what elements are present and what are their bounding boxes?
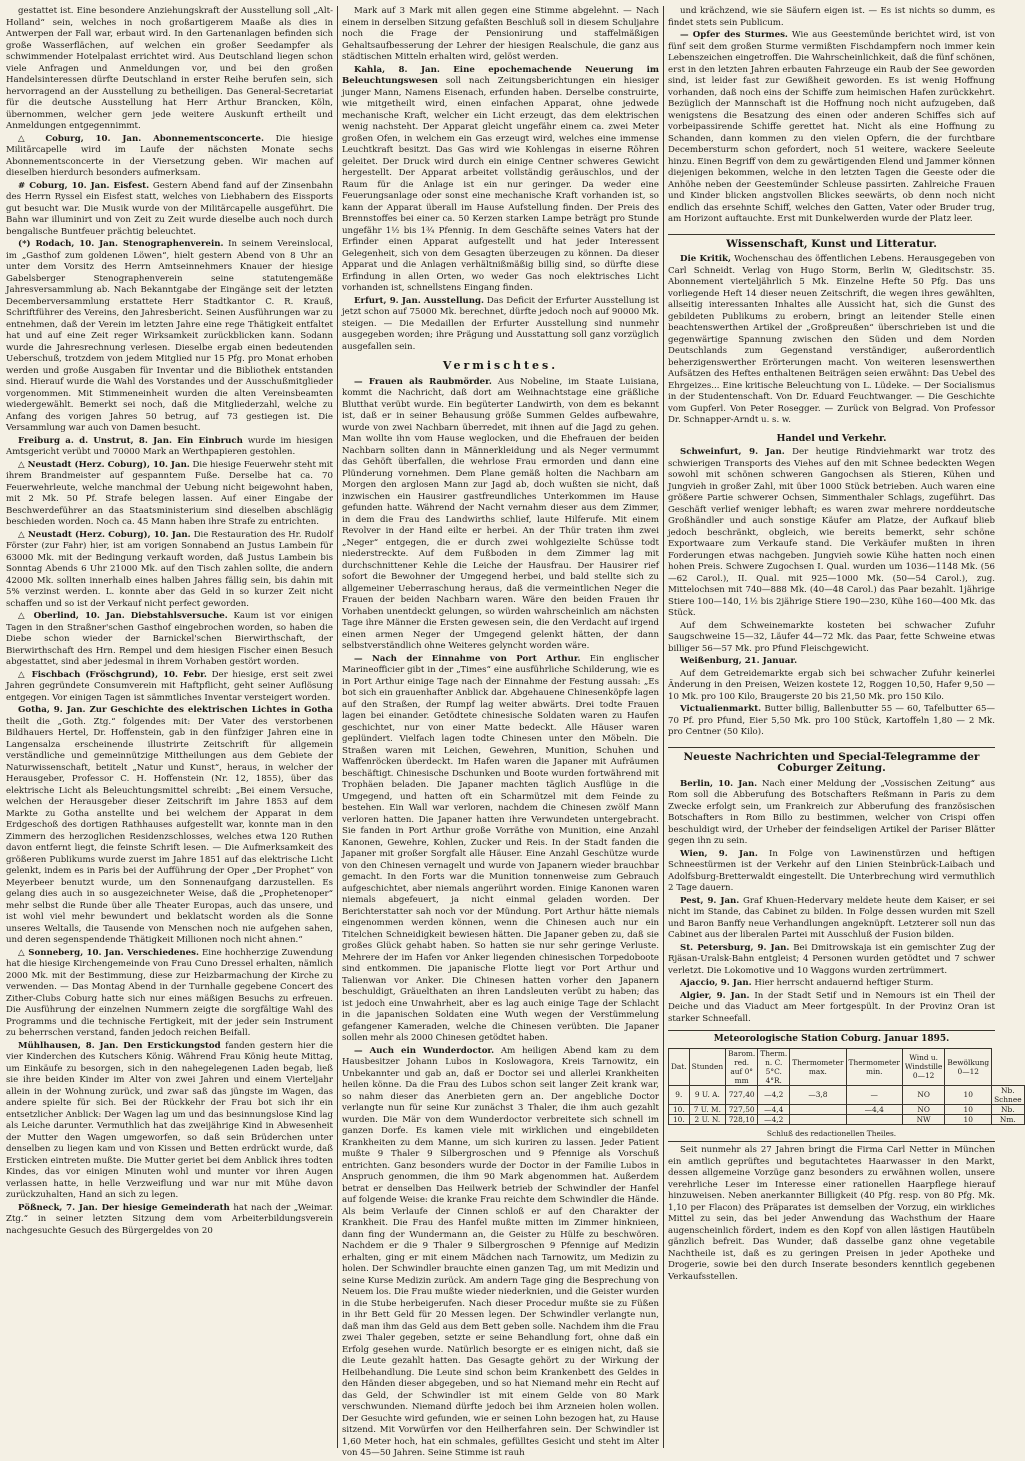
article-paragraph bbox=[342, 1046, 659, 1461]
weather-cell: —4,2 bbox=[758, 1085, 790, 1104]
weather-cell bbox=[790, 1114, 846, 1124]
article-text: In seinem Vereinslocal, im „Gasthof zum goldenen Löwen“, hielt gestern Abend von 8 Uhr an unter dem Vorsitz des Herrn Amtseinnehmers Knauer der hiesige Gabelsberger Stenographenverein seine statutengemäße Jahresversammlung ab. Nach Bekanntgabe der Eingänge seit der letzten Decemberversammlung erstattete Herr Stadtkantor C. R. Krauß, Schriftführer des Vereins, den Jahresbericht. Seinen Ausführungen war zu entnehmen, daß der Verein im letzten Jahre eine rege Thätigkeit entfaltet hat und auf eine Zeit reger Wirksamkeit zurückblicken kann. Sodann wurde die Jahresrechnung verlesen. Dieselbe ergab einen bedeutenden Ueberschuß, trotzdem von jedem Mitglied nur 15 Pfg. pro Monat erhoben werden und große Ausgaben für Inventar und die Bibliothek entstanden sind. Hierauf wurde die Wahl des Vorstandes und der Ausschußmitglieder vorgenommen. Mit Stimmeneinheit wurden die alten Vereinsbeamten wiedergewählt. Bemerkt sei noch, daß die Mitgliederzahl, welche zu Anfang des vorigen Jahres 50 betrug, auf 73 gestiegen ist. Die Versammlung war auch von Damen besucht. bbox=[6, 239, 333, 433]
article-paragraph bbox=[6, 948, 333, 1041]
article-text: und krächzend, wie sie Säufern eigen ist. — Es ist nichts so dumm, es findet stets sein Publicum. bbox=[668, 6, 995, 28]
article-text: Nach einer Meldung der „Vossischen Zeitung“ aus Rom soll die Abberufung des Botschafters Reßmann in Paris zu dem Zwecke erfolgt sein, um Frankreich zur Abberufung des französischen Botschafters in Rom Billo zu bestimmen, welcher von Crispi offen beschuldigt wird, der Urheber der feindseligen Artikel der Pariser Blätter gegen ihn zu sein. bbox=[668, 778, 995, 846]
weather-cell: Nb. Schnee bbox=[992, 1085, 1024, 1104]
editorial-end-note: Schluß des redactionellen Theiles. bbox=[668, 1128, 995, 1143]
article-text: Auf dem Getreidemarkte ergab sich bei schwacher Zufuhr keinerlei Änderung in den Preisen, Weizen kostete 12, Roggen 10,50, Hafer 9,50 — 10 Mk. pro 100 Kilo, Braugerste 20 bis 21,50 Mk. pro 150 Kilo. bbox=[668, 668, 995, 702]
article-paragraph bbox=[6, 460, 333, 530]
article-headline: Erfurt, 9. Jan. Ausstellung. bbox=[354, 295, 484, 306]
article-paragraph bbox=[6, 6, 333, 134]
weather-cell: —4,4 bbox=[758, 1104, 790, 1114]
article-headline: △ Sonneberg, 10. Jan. Verschiedenes. bbox=[18, 947, 199, 958]
article-paragraph bbox=[6, 239, 333, 436]
weather-cell bbox=[846, 1114, 902, 1124]
weather-cell: Nm. bbox=[992, 1114, 1024, 1124]
article-paragraph bbox=[6, 611, 333, 670]
weather-cell: NW bbox=[902, 1114, 945, 1124]
column-divider bbox=[337, 6, 338, 1448]
section-heading: Vermischtes. bbox=[442, 359, 559, 372]
weather-header-cell: Thermometer min. bbox=[846, 1048, 902, 1085]
article-text: In der Stadt Setif und in Nemours ist ein Theil der Deiche und das Viaduct am Meer fortgespült. In der Provinz Oran ist starker Schneefall. bbox=[668, 990, 996, 1024]
article-headline: △ Fischbach (Fröschgrund), 10. Febr. bbox=[18, 669, 207, 680]
article-paragraph bbox=[342, 377, 659, 654]
weather-row bbox=[669, 1114, 1025, 1124]
article-headline: Weißenburg, 21. Januar. bbox=[680, 656, 798, 666]
weather-title: Meteorologische Station Coburg. Januar 1895. bbox=[668, 1030, 995, 1046]
article-headline: Victualienmarkt. bbox=[680, 704, 762, 714]
article-headline: — Frauen als Raubmörder. bbox=[354, 376, 492, 387]
article-text: Wochenschau des öffentlichen Lebens. Herausgegeben von Carl Schneidt. Verlag von Hugo Storm, Berlin W, Gleditschstr. 35. Abonnement vierteljährlich 5 Mk. Einzelne Hefte 50 Pfg. Das uns vorliegende Heft 14 dieser neuen Zeitschrift, die wegen ihres gewählten, allseitig interessanten Inhaltes alle Aussicht hat, sich die Gunst des gebildeten Publikums zu erobern, bringt an leitender Stelle einen beachtenswerthen Artikel der „Großpreußen“ überschrieben ist und die gegenwärtige Spannung zwischen den Süden und dem Norden Deutschlands zum Gegenstand verständiger, außerordentlich beherzigenswerther Erörterungen macht. Von weiteren lesenswerthen Aufsätzen des Heftes enthaltenen Beiträgen seien erwähnt: Das Uebel des Ehrgeizes... Eine kritische Beleuchtung von L. Lüdeke. — Der Socialismus in der Studentenschaft. Von Dr. Eduard Feuchtwanger. — Die Geschichte vom Gupferl. Von Peter Rosegger. — Zurück von Belgrad. Von Professor Dr. Schnapper-Arndt u. s. w. bbox=[668, 254, 996, 425]
article-text: gestattet ist. Eine besondere Anziehungskraft der Ausstellung soll „Alt-Holland“ sein, welches in noch großartigerem Maaße als dies in Antwerpen der Fall war, erbaut wird. In den Gartenanlagen befinden sich große Wasserflächen, auf welchen ein großer Seedampfer als schwimmender Hotelpalast errichtet wird. Aus Deutschland liegen schon viele Anfragen und Anmeldungen vor, und bei den großen Handelsinteressen dürfte Deutschland in erster Reihe berufen sein, sich hervorragend an der Ausstellung zu betheiligen. Das General-Secretariat für die deutsche Ausstellung hat Herr Arthur Brancken, Köln, übernommen, welcher gern jede weitere Auskunft ertheilt und Anmeldungen entgegennimmt. bbox=[6, 6, 333, 131]
article-text: Bei Dmitrowskaja ist ein gemischter Zug der Rjäsan-Uralsk-Bahn entgleist; 4 Personen wurden getödtet und 7 schwer verletzt. Die Lokomotive und 10 Waggons wurden zertrümmert. bbox=[668, 942, 995, 976]
article-headline: △ Oberlind, 10. Jan. Diebstahlsversuche. bbox=[18, 611, 228, 621]
article-text: Mark auf 3 Mark mit allen gegen eine Stimme abgelehnt. — Nach einem in derselben Sitzung gefaßten Beschluß soll in diesem Schuljahre noch die Frage der Pensionirung und staffelmäßigen Gehaltsaufbesserung der Lehrer der hiesigen Realschule, die ganz aus städtischen Mitteln erhalten wird, gelöst werden. bbox=[342, 6, 659, 62]
article-text: Die hiesige Feuerwehr steht mit ihrem Brandmeister auf gespanntem Fuße. Derselbe hat ca. 70 Feuerwehrleute, welche manchmal der Uebung nicht beigewohnt haben, mit 2 Mk. 50 Pf. Strafe belegen lassen. Auf einer Eingabe der Beschwerdeführer an das Staatsministerium sind dieselben abschlägig beschieden worden. Noch ca. 45 Mann haben ihre Strafe zu entrichten. bbox=[6, 459, 333, 527]
weather-cell: NO bbox=[902, 1085, 945, 1104]
weather-cell: 10. bbox=[669, 1104, 690, 1114]
weather-header-cell: Thermometer max. bbox=[790, 1048, 846, 1085]
article-paragraph bbox=[6, 1203, 333, 1239]
article-paragraph bbox=[6, 705, 333, 948]
article-text: Die Restauration des Hr. Rudolf Förster (zur Fahr) hier, ist am vorigen Sonnabend an Justus Lambein für 63000 Mk. mit der Bedingung verkauft worden, daß Justus Lambein bis Sonntag Abends 6 Uhr 21000 Mk. auf den Tisch zahlen sollte, die andern 42000 Mk. sollten innerhalb eines halben Jahres fällig sein, bis dahin mit 5% verzinst werden. L. konnte aber das Geld in so kurzer Zeit nicht schaffen und so ist der Verkauf nicht perfect geworden. bbox=[6, 529, 334, 609]
weather-cell: 10. bbox=[669, 1114, 690, 1124]
article-text: Der heutige Rindviehmarkt war trotz des schwierigen Transports des Viehes auf den mit Schnee bedeckten Wegen sowohl mit schönen schweren Gangochsen als Stieren, Kühen und Jungvieh in großer Zahl, mit über 1000 Stück betrieben. Auch waren eine größere Partie schwerer Ochsen, Simmenthaler Schlags, zugeführt. Das Geschäft verlief weniger lebhaft; es waren zwar mehrere norddeutsche Großhändler und auch sonstige Käufer am Platze, der Aufkauf blieb jedoch beschränkt, obgleich, wie bereits bemerkt, sehr schöne Exportwaare zum Verkaufe stand. Die Verkäufer mußten in ihren Forderungen etwas nachgeben. Jungvieh sowie Kühe hatten noch einen hohen Preis. Schwere Zugochsen I. Qual. wurden um 1036—1148 Mk. (56—62 Carol.), II. Qual. mit 925—1000 Mk. (50—54 Carol.), zug. Mittelochsen mit 740—888 Mk. (40—48 Carol.) das Paar bezahlt. 1jährige Stiere 100—140, 1½ bis 2jährige Stiere 190—230, Kühe 160—400 Mk. das Stück. bbox=[668, 447, 995, 618]
column-right bbox=[668, 6, 1022, 1448]
article-text: Auf dem Schweinemarkte kosteten bei schwacher Zufuhr Saugschweine 15—32, Läufer 44—72 Mk. das Paar, fette Schweine etwas billiger 56—57 Mk. pro Pfund Fleischgewicht. bbox=[668, 620, 995, 654]
article-headline: △ Neustadt (Herz. Coburg), 10. Jan. bbox=[18, 459, 190, 470]
article-paragraph bbox=[6, 670, 333, 706]
weather-cell: 10 bbox=[945, 1085, 992, 1104]
article-paragraph bbox=[6, 530, 333, 612]
article-text: hat nach der „Weimar. Ztg.“ in seiner letzten Sitzung dem vom Arbeiterbildungsverein nachgesuchte Gesuch des Bürgergeldes von 20 bbox=[6, 1202, 333, 1236]
article-headline: Freiburg a. d. Unstrut, 8. Jan. Ein Einbruch bbox=[18, 435, 243, 446]
section-heading: Wissenschaft, Kunst und Litteratur. bbox=[668, 234, 995, 251]
column-divider bbox=[663, 6, 664, 1448]
weather-header-cell: Barom. red. auf 0° mm bbox=[726, 1048, 758, 1085]
article-text: soll nach Zeitungsberichtungen ein hiesiger junger Mann, Namens Eisenach, erfunden haben. Derselbe construirte, wie mitgetheilt wird, einen einfachen Apparat, ohne jedwede mechanische Kraft, welcher ein Licht erzeugt, das dem elektrischen wenig nachsteht. Der Apparat gleicht ungefähr einem ca. zwei Meter großen Ofen, in welchem ein Gas erzeugt wird, welches eine immense Leuchtkraft besitzt. Das Gas wird wie Kohlengas in eiserne Röhren geleitet. Der Druck wird durch ein einige Centner schweres Gewicht hergestellt. Der Apparat arbeitet vollständig geräuschlos, und der Raum für die Anlage ist ein nur geringer. Da weder eine Feuerungsanlage oder sonst eine mechanische Kraft vorhanden ist, so kann der Apparat überall im Hause Aufstellung finden. Der Preis des Brennstoffes bei einer ca. 50 Kerzen starken Lampe beträgt pro Stunde ungefähr 1½ bis 1¾ Pfennig. In dem Geschäfte seines Vaters hat der Erfinder einen Apparat aufgestellt und hat jeder Interessent Gelegenheit, sich von dem Gesagten überzeugen zu können. Da dieser Apparat und die Anlagen verhältnißmäßig billig sind, so dürfte diese Erfindung in allen Orten, wo weder Gas noch elektrisches Licht vorhanden ist, schnellstens Eingang finden. bbox=[342, 76, 660, 293]
article-headline: — Nach der Einnahme von Port Arthur. bbox=[354, 653, 581, 664]
article-paragraph bbox=[668, 704, 995, 740]
article-text: Seit nunmehr als 27 Jahren bringt die Firma Carl Netter in München ein amtlich geprüftes und begutachtetes Haarwasser in den Markt, dessen allgemeine Vorzüge ganz besonders zu erwähnen wollen, unsere verehrliche Leser im Interesse einer rationellen Haarpflege hierauf hinzuweisen. Neben anerkannter Billigkeit (40 Pfg. resp. von 80 Pfg. Mk. 1,10 per Flacon) des Präparates ist demselben der Vorzug, ein wirkliches Mittel zu sein, das bei jeder Anwendung das Wachsthum der Haare augenscheinlich fördert, indem es den Kopf von allen lästigen Hautübeln gänzlich befreit. Das Wunder, daß dasselbe ganz ohne vegetabile Nachtheile ist, daß es zu geringen Preisen in jeder Apotheke und Drogerie, sowie bei den durch Inserate besonders kenntlich gegebenen Verkaufsstellen. bbox=[668, 1145, 995, 1282]
article-paragraph bbox=[668, 6, 995, 30]
article-paragraph bbox=[342, 654, 659, 1046]
article-headline: △ Coburg, 10. Jan. Abonnementsconcerte. bbox=[18, 133, 264, 144]
column-left bbox=[6, 6, 333, 1448]
article-paragraph bbox=[668, 447, 995, 621]
article-paragraph bbox=[668, 621, 995, 657]
weather-header-cell: Bewölkung 0—12 bbox=[945, 1048, 992, 1085]
weather-cell: 10 bbox=[945, 1104, 992, 1114]
article-headline: Kahla, 8. Jan. Eine epochemachende Neuerung im Beleuchtungswesen bbox=[342, 64, 659, 86]
article-paragraph bbox=[6, 1041, 333, 1203]
weather-cell: —3,8 bbox=[790, 1085, 846, 1104]
article-paragraph bbox=[668, 943, 995, 979]
article-text: theilt die „Goth. Ztg.“ folgendes mit: Der Vater des verstorbenen Bildhauers Hertel, Dr. Hoffenstein, gab in den fünfziger Jahren eine in Langensalza erscheinende illustrirte Zeitschrift für allgemein verständliche und gemeinnützige Mittheilungen aus dem Gebiete der Naturwissenschaft, betitelt „Natur und Kunst“, heraus, in welcher der Herausgeber, Professor C. H. Hoffenstein (Nr. 12, 1855), über das elektrische Licht als Beleuchtungsmittel schreibt: „Bei einem Versuche, welchen der Herausgeber dieser Zeitschrift im Jahre 1853 auf dem Markte zu Gotha anstellte und bei welchem der Apparat in dem Erdgeschoß des dortigen Rathhauses aufgestellt war, konnte man in den Zimmern des herzoglichen Residenzschlosses, welches etwa 120 Ruthen davon entfernt liegt, die feinste Schrift lesen. — Die Aufmerksamkeit des größeren Publikums wurde zuerst im Jahre 1851 auf das elektrische Licht gelenkt, indem es in Paris bei der Aufführung der Oper „Der Prophet“ von Meyerbeer benutzt wurde, um den Sonnenaufgang darzustellen. Es gelang dies auch in so ausgezeichneter Weise, daß die „Prophetenoper“ mehr selbst die Runde über alle Theater Europas, auch das unsere, und ist wohl viel mehr bewundert und beklatscht worden als die Sonne unseres Weltalls, die Tausende von Menschen noch nie aufgehen sahen, und deren segenspendende Thätigkeit Millionen noch nicht ahnen.“ bbox=[6, 716, 333, 945]
article-paragraph bbox=[342, 296, 659, 355]
article-text: wurde im hiesigen Amtsgericht verübt und 70000 Mark an Werthpapieren gestohlen. bbox=[6, 435, 333, 457]
weather-cell: —4,4 bbox=[846, 1104, 902, 1114]
article-headline: Wien, 9. Jan. bbox=[680, 848, 758, 859]
article-paragraph bbox=[668, 849, 995, 896]
article-text: Kaum ist vor einigen Tagen in den Straßner'schen Gasthof eingebrochen worden, so haben die Diebe schon wieder der Barnickel'schen Bierwirthschaft, der Bierwirthschaft des Hrn. Rempel und dem hiesigen Fischer einen Besuch abgestattet, sind aber jedesmal in ihrem Vorhaben gestört worden. bbox=[6, 611, 334, 667]
article-paragraph bbox=[668, 896, 995, 943]
article-text: Die hiesige Militärcapelle wird im Laufe der nächsten Monate sechs Abonnementsconcerte in der Viersetzung geben. Wir machen auf dieselben hierdurch besonders aufmerksam. bbox=[6, 133, 333, 178]
weather-cell: 728,10 bbox=[726, 1114, 758, 1124]
weather-cell: 7 U. M. bbox=[689, 1104, 725, 1114]
article-headline: — Opfer des Sturmes. bbox=[680, 30, 788, 40]
article-text: Der hiesige, erst seit zwei Jahren gegründete Consumverein mit Haftpflicht, geht seiner Auflösung entgegen. Vor einigen Tagen ist sämmtliches Inventar versteigert worden. bbox=[6, 669, 333, 703]
article-paragraph bbox=[668, 669, 995, 705]
article-text: Ein englischer Marineofficier gibt in der „Times“ eine ausführliche Schilderung, wie es in Port Arthur einige Tage nach der Einnahme der Festung aussah: „Es bot sich ein grauenhafter Anblick dar. Abgehauene Chinesenköpfe lagen auf den Straßen, der Rumpf lag weiter abwärts. Drei todte Frauen lagen bei einander. Getödtete chinesische Soldaten waren zu Haufen geschichtet, nur von einer Matte bedeckt. Alle Häuser waren geplündert. Vielfach lagen todte Chinesen unter den Möbeln. Die Straßen waren mit Leichen, Gewehren, Munition, Schuhen und Waffenröcken überdeckt. Im Hafen waren die Japaner mit Aufräumen beschäftigt. Chinesische Dschunken und Boote wurden fortwährend mit Trophäen beladen. Die Japaner machten täglich Ausflüge in die Umgegend, und hatten oft ein Scharmützel mit dem Feinde zu bestehen. Ein Wall war verloren, nachdem die Chinesen zwölf Mann verloren hatten. Die Japaner hatten ihre Verwundeten untergebracht. Sie fanden in Port Arthur große Vorräthe von Munition, eine Anzahl Kanonen, Gewehre, Kohlen, Zucker und Reis. In der Stadt fanden die Japaner mit großer Sorgfalt alle Häuser. Eine Anzahl Geschütze wurde von den Chinesen vernagelt und wurde von Japanern wieder brauchbar gemacht. In den Forts war die Munition tonnenweise zum Gebrauch aufgeschichtet, aber niemals angerührt worden. Einige Kanonen waren niemals abgefeuert, ja nicht einmal geladen worden. Der Berichterstatter sah noch vor der Mündung. Port Arthur hätte niemals eingenommen werden können, wenn die Chinesen auch nur ein Titelchen Schneidigkeit bewiesen hätten. Die Japaner geben zu, daß sie großes Glück gehabt haben. So hatten sie nur sehr geringe Verluste. Mehrere der im Hafen vor Anker liegenden chinesischen Torpedoboote sind entkommen. Die japanische Flotte liegt vor Port Arthur und Talienwan vor Anker. Die Chinesen hatten vorher den Japanern beschuldigt, Gräuelthaten an ihren Landsleuten verübt zu haben; das ist jedoch eine Unwahrheit, aber es lag auch einige Tage der Schlacht in die japanischen Soldaten eine Wuth wegen der Verstümmelung gefangener Kameraden, welche die Chinesen verübten. Die Japaner sollen mehr als 2000 Chinesen getödtet haben. bbox=[342, 653, 660, 1043]
article-paragraph bbox=[668, 1145, 995, 1284]
article-headline: Schweinfurt, 9. Jan. bbox=[680, 447, 785, 457]
article-paragraph bbox=[668, 978, 995, 991]
article-text: fanden gestern hier die vier Kinderchen des Kutschers König. Während Frau König heute Mittag, um Einkäufe zu besorgen, sich in den nahegelegenen Laden begab, ließ sie ihre beiden Kinder im Alter von zwei Jahren und einem Vierteljahr allein in der Wohnung zurück, und zwar saß das jüngste im Wagen, das andere spielte für sich. Bei der Rückkehr der Frau bot sich ihr ein entsetzlicher Anblick: Der Wagen lag um und das besinnungslose Kind lag als Leiche darunter. Vermuthlich hat das zweijährige Kind in Abwesenheit der Mutter den Wagen umgeworfen, so daß sein Brüderchen unter denselben zu liegen kam und von Kissen und Betten erdrückt wurde, daß Ersticken eintreten mußte. Die Mutter geriet bei dem Anblick ihres todten Kindes, das vor einigen Minuten wohl und munter vor ihren Augen verlassen hatte, in helle Verzweiflung und war nur mit Mühe davon zurückzuhalten, Hand an sich zu legen. bbox=[6, 1040, 333, 1200]
article-text: Das Deficit der Erfurter Ausstellung ist jetzt schon auf 75000 Mk. berechnet, dürfte jedoch noch auf 90000 Mk. steigen. — Die Medaillen der Erfurter Ausstellung sind nunmehr ausgegeben worden; ihre Prägung und Ausstattung soll ganz vorzüglich ausgefallen sein. bbox=[342, 295, 660, 352]
weather-cell: 10 bbox=[945, 1114, 992, 1124]
article-paragraph bbox=[6, 436, 333, 460]
article-paragraph bbox=[668, 991, 995, 1027]
article-paragraph bbox=[668, 779, 995, 849]
weather-cell: Nb. bbox=[992, 1104, 1024, 1114]
article-text: Hier herrscht andauernd heftiger Sturm. bbox=[754, 978, 934, 988]
section-heading: Neueste Nachrichten und Special-Telegramme der Coburger Zeitung. bbox=[668, 747, 995, 775]
column-middle bbox=[342, 6, 660, 1458]
article-headline: St. Petersburg, 9. Jan. bbox=[680, 942, 790, 953]
article-headline: Berlin, 10. Jan. bbox=[680, 778, 758, 789]
weather-cell: 727,50 bbox=[726, 1104, 758, 1114]
article-headline: Die Kritik, bbox=[680, 254, 732, 264]
weather-header-cell: Wind u. Windstille 0—12 bbox=[902, 1048, 945, 1085]
weather-row bbox=[669, 1104, 1025, 1114]
article-headline: — Auch ein Wunderdoctor. bbox=[354, 1045, 495, 1056]
weather-row bbox=[669, 1085, 1025, 1104]
weather-cell: NO bbox=[902, 1104, 945, 1114]
article-text: Wie aus Geestemünde berichtet wird, ist von fünf seit dem großen Sturme vermißten Fischdampfern noch immer kein Lebenszeichen eingetroffen. Die Wahrscheinlichkeit, daß die fünf schönen, erst in den letzten Jahren erbauten Fahrzeuge ein Raub der See geworden sind, ist leider fast zur Gewißheit geworden. Es ist wenig Hoffnung vorhanden, daß noch eins der Schiffe zum heimischen Hafen zurückkehrt. Bezüglich der Mannschaft ist die Hoffnung noch nicht aufzugeben, daß wenigstens die Besatzung des einen oder anderen Schiffes sich auf vorbeipassirende Schiffe gerettet hat. Nicht als eine Hoffnung zu Schanden, dann kommen zu den vielen Opfern, die der furchtbare Decembersturm schon gefordert, noch 51 weitere, wackere Seeleute hinzu. Einen Begriff von dem zu gewärtigenden Elend und Jammer können diejenigen bekommen, welche in den letzten Tagen die Geeste oder die Anhöhe neben der Geestemünder Schleuse passirten. Zahlreiche Frauen und Kinder blicken angstvollen Blickes seewärts, ob denn noch nicht endlich das ersehnte Schiff, welches den Gatten, Vater oder Bruder trug, am Horizont auftauchte. Erst mit Dunkelwerden wurde der Platz leer. bbox=[668, 30, 996, 224]
weather-cell bbox=[790, 1104, 846, 1114]
weather-cell: 9 U. A. bbox=[689, 1085, 725, 1104]
weather-cell: 9. bbox=[669, 1085, 690, 1104]
article-text: Graf Khuen-Hedervary meldete heute dem Kaiser, er sei nicht im Stande, das Cabinet zu bilden. In Folge dessen wurden mit Szell und Baron Banffy neue Verhandlungen angeknüpft. Letzterer soll nun das Cabinet aus der liberalen Partei mit Ausschluß der Fusion bilden. bbox=[668, 895, 996, 940]
article-text: In Folge von Lawinenstürzen und heftigen Schneestürmen ist der Verkehr auf den Linien Steinbrück-Laibach und Adolfsburg-Bretterwaldt eingestellt. Die Unterbrechung wird vermuthlich 2 Tage dauern. bbox=[668, 848, 996, 893]
weather-cell: — bbox=[846, 1085, 902, 1104]
article-text: Am heiligen Abend kam zu dem Hausbesitzer Johann Lubos in Koslowagora, Kreis Tarnowitz, ein Unbekannter und gab an, daß er Doctor sei und allerlei Krankheiten heilen könne. Da die Frau des Lubos schon seit langer Zeit krank war, so nahm dieser das Anerbieten gern an. Der angebliche Doctor verlangte nun für seine Kur zunächst 3 Thaler, die ihm auch gezahlt wurden. Die Mär von dem Wunderdoctor verbreitete sich schnell im ganzen Dorfe. Es kamen viele mit wirklichen und eingebildeten Krankheiten zu dem Manne, um sich kuriren zu lassen. Jeder Patient mußte 9 Thaler 9 Silbergroschen und 9 Pfennige als Vorschuß entrichten. Ganz besonders wurde der Doctor in der Familie Lubos in Anspruch genommen, die ihm 90 Mark abgenommen hat. Außerdem betrat er denselben Das Heilwerk betrieb der Schwindler der Hanfel auf folgende Weise: die kranke Frau reichte dem Schwindler die Hände. Als beim Verlaufe der Cinnen schloß er auf den Charakter der Krankheit. Die Frau des Hanfel mußte mitten im Zimmer hinknieen, dann fing der Wundermann an, die Geister zu Hülfe zu beschwören. Nachdem er die 9 Thaler 9 Silbergroschen 9 Pfennige auf Medizin erhalten, ging er mit einem Mädchen nach Tarnowitz, um Medizin zu holen. Der Schwindler brauchte einen ganzen Tag, um mit Medizin und seine Kurse Medizin zurück. Am andern Tage ging die Besprechung von Neuem los. Die Frau mußte wieder niederknien, und die Geister wurden in die Stube herbeigerufen. Nach dieser Procedur mußte sie zu Füßen in ihr Bett Geld für 20 Messen legen. Der Schwindler verlangte nun, daß man ihm das Geld aus dem Bett geben solle. Nachdem ihm die Frau zwei Thaler gegeben, setzte er seine Behandlung fort, ohne daß ein Erfolg gesehen wurde. Natürlich besorgte er es einigen nicht, daß sie die Leute gezahlt hatten. Das Gesagte gehört zu der Wirkung der Heilbehandlung. Die Leute sind schon beim Krankenbett des Geldes in den Händen dieser abgegeben, und so hat Niemand mehr ein Recht auf das Geld, der Schwindler ist mit einem Gelde von 80 Mark verschwunden. Niemand dürfte jedoch bei ihm Arzneien holen wollen. Der Gesuchte wird gefunden, wie er seinen Lohn bezogen hat, zu Hause sitzend. Mit Vorwürfen vor den Heilherfahren sein. Der Schwindler ist 1,60 Meter hoch, hat ein schmales, gefülltes Gesicht und steht im Alter von 45—50 Jahren. Seine Stimme ist rauh bbox=[342, 1045, 659, 1458]
article-headline: Pest, 9. Jan. bbox=[680, 895, 740, 906]
weather-cell: —4,2 bbox=[758, 1114, 790, 1124]
article-text: Aus Nobeline, im Staate Luisiana, kommt die Nachricht, daß dort am Weihnachtstage eine gräßliche Blutthat verübt wurde. Ein begüterter Landwirth, von dem es bekannt ist, daß er in seiner Behausung größe Summen Geldes aufbewahre, wurde von zwei Nachbarn überredet, mit ihnen auf die Jagd zu gehen. Man wollte ihn vom Hause weglocken, und die Ehefrauen der beiden Nachbarn sollten dann in Männerkleidung und als Neger vermummt das Gehöft überfallen, die wehrlose Frau ermorden und dann eine Plünderung vornehmen. Dem Plane gemäß holten die Nachbarn am Morgen den arglosen Mann zur Jagd ab, doch wußten sie nicht, daß inzwischen ein Hausirer gastfreundliches Unterkommen im Hause gefunden hatte. Während der Nacht vernahm dieser aus dem Zimmer, in dem die Frau des Landwirths schlief, laute Hilferufe. Mit einem Revolver in der Hand eilte er herbei. An der Thür traten ihm zwei „Neger“ entgegen, die er durch zwei wohlgezielte Schüsse todt niederstreckte. Auf dem Fußboden in dem Zimmer lag mit durchschnittener Kehle die Leiche der Hausfrau. Der Hausirer rief sofort die Bewohner der Umgegend herbei, und bald stellte sich zu allgemeiner Ueberraschung heraus, daß die vermeintlichen Neger die Frauen der beiden Nachbarn waren. Wäre den beiden Frauen ihr Vorhaben unentdeckt gelungen, so würden wahrscheinlich am nächsten Tage ihre Männer die Ersten gewesen sein, die den Verdacht auf irgend einen armen Neger der Umgegend gelenkt hätten, der dann selbstverständlich ohne Weiteres gelyncht worden wäre. bbox=[342, 376, 659, 651]
weather-header-cell: Therm. n. C. 5°C. 4°R. bbox=[758, 1048, 790, 1085]
article-paragraph bbox=[6, 181, 333, 240]
section-heading: Handel und Verkehr. bbox=[776, 432, 887, 444]
weather-block bbox=[668, 1030, 1022, 1142]
article-headline: Mühlhausen, 8. Jan. Den Erstickungstod bbox=[18, 1040, 221, 1051]
weather-cell: 2 U. N. bbox=[689, 1114, 725, 1124]
article-headline: (*) Rodach, 10. Jan. Stenographenverein. bbox=[18, 239, 224, 249]
article-headline: # Coburg, 10. Jan. Eisfest. bbox=[18, 180, 150, 191]
weather-header-cell: Dat. bbox=[669, 1048, 690, 1085]
article-paragraph bbox=[6, 134, 333, 181]
weather-cell: 727,40 bbox=[726, 1085, 758, 1104]
article-text: Butter billig, Ballenbutter 55 — 60, Tafelbutter 65—70 Pf. pro Pfund, Eier 5,50 Mk. pro 100 Stück, Kartoffeln 1,80 — 2 Mk. pro Centner (50 Kilo). bbox=[668, 704, 996, 737]
article-paragraph bbox=[342, 65, 659, 296]
article-paragraph bbox=[668, 656, 995, 669]
article-headline: Algier, 9. Jan. bbox=[680, 990, 750, 1001]
weather-table bbox=[668, 1048, 1025, 1125]
article-headline: Gotha, 9. Jan. Zur Geschichte des elektrischen Lichtes in Gotha bbox=[18, 705, 333, 715]
weather-header-cell: Stunden bbox=[689, 1048, 725, 1085]
article-headline: △ Neustadt (Herz. Coburg), 10. Jan. bbox=[18, 529, 191, 540]
article-paragraph bbox=[668, 30, 995, 227]
article-text: Gestern Abend fand auf der Zinsenbahn des Herrn Ryssel ein Eisfest statt, welches von Liebhabern des Eissports gut besucht war. Die Musik wurde von der Militärcapelle ausgeführt. Die Bahn war illuminirt und von Zeit zu Zeit wurde dieselbe auch noch durch bengalische Buntfeuer prächtig beleuchtet. bbox=[6, 180, 334, 237]
article-headline: Pößneck, 7. Jan. Der hiesige Gemeinderath bbox=[18, 1202, 230, 1213]
article-headline: Ajaccio, 9. Jan. bbox=[680, 978, 752, 988]
article-paragraph bbox=[342, 6, 659, 65]
article-paragraph bbox=[668, 254, 995, 428]
article-text: Eine hochherzige Zuwendung hat die hiesige Kirchengemeinde von Frau Cuno Dressel erhalten, nämlich 2000 Mk. mit der Bestimmung, diese zur Heizbarmachung der Kirche zu verwenden. — Das Montag Abend in der Turnhalle gegebene Concert des Zither-Clubs Coburg hatte sich nur eines mäßigen Besuchs zu erfreuen. Die Ausführung der einzelnen Nummern zeigte die sorgfältige Wahl des Programms und die technische Fertigkeit, mit der jeder sein Instrument zu beherrschen verstand, fanden jedoch reichen Beifall. bbox=[6, 947, 333, 1038]
